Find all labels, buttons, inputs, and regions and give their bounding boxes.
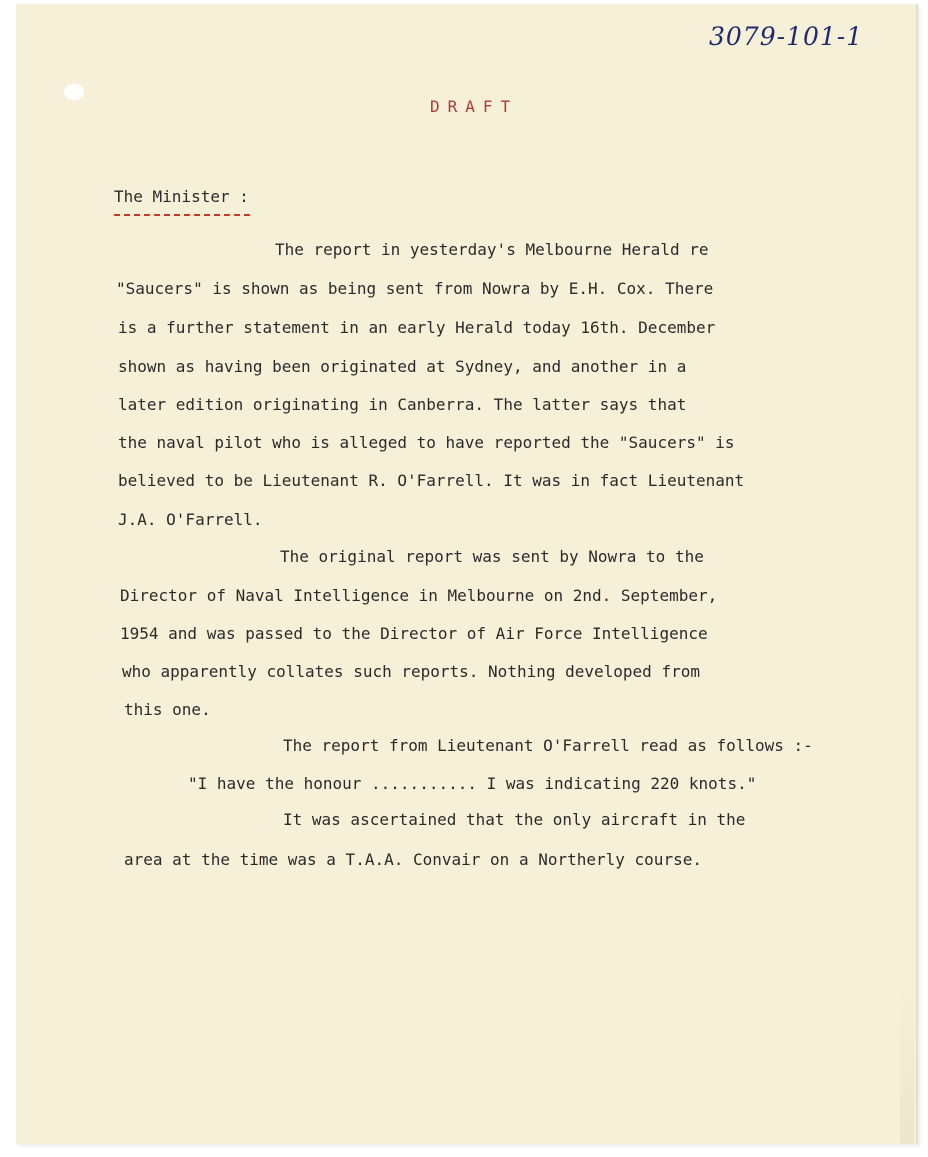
body-line: 1954 and was passed to the Director of Air Force Intelligence: [120, 624, 708, 643]
body-line: area at the time was a T.A.A. Convair on a Northerly course.: [124, 850, 702, 869]
reference-number: 3079-101-1: [709, 22, 864, 51]
addressee-underline: [114, 214, 250, 216]
quoted-report-line: "I have the honour ........... I was indicating 220 knots.": [188, 774, 757, 793]
body-line: J.A. O'Farrell.: [118, 510, 263, 529]
body-line: who apparently collates such reports. Nothing developed from: [122, 662, 700, 681]
body-line: The original report was sent by Nowra to the: [280, 547, 704, 566]
paper-edge-crease: [900, 984, 914, 1144]
body-line: "Saucers" is shown as being sent from Nowra by E.H. Cox. There: [116, 279, 714, 298]
body-line: later edition originating in Canberra. The latter says that: [118, 395, 687, 414]
paper-damage-mark: [64, 84, 84, 100]
body-line: The report in yesterday's Melbourne Herald re: [275, 240, 709, 259]
body-line: It was ascertained that the only aircraft in the: [283, 810, 746, 829]
body-line: this one.: [124, 700, 211, 719]
addressee: The Minister :: [114, 187, 249, 206]
body-line: The report from Lieutenant O'Farrell read as follows :-: [283, 736, 813, 755]
body-line: is a further statement in an early Herald today 16th. December: [118, 318, 716, 337]
body-line: Director of Naval Intelligence in Melbourne on 2nd. September,: [120, 586, 718, 605]
draft-heading: DRAFT: [430, 97, 519, 116]
body-line: the naval pilot who is alleged to have reported the "Saucers" is: [118, 433, 735, 452]
document-page: [16, 4, 918, 1144]
body-line: shown as having been originated at Sydney, and another in a: [118, 357, 687, 376]
body-line: believed to be Lieutenant R. O'Farrell. It was in fact Lieutenant: [118, 471, 745, 490]
